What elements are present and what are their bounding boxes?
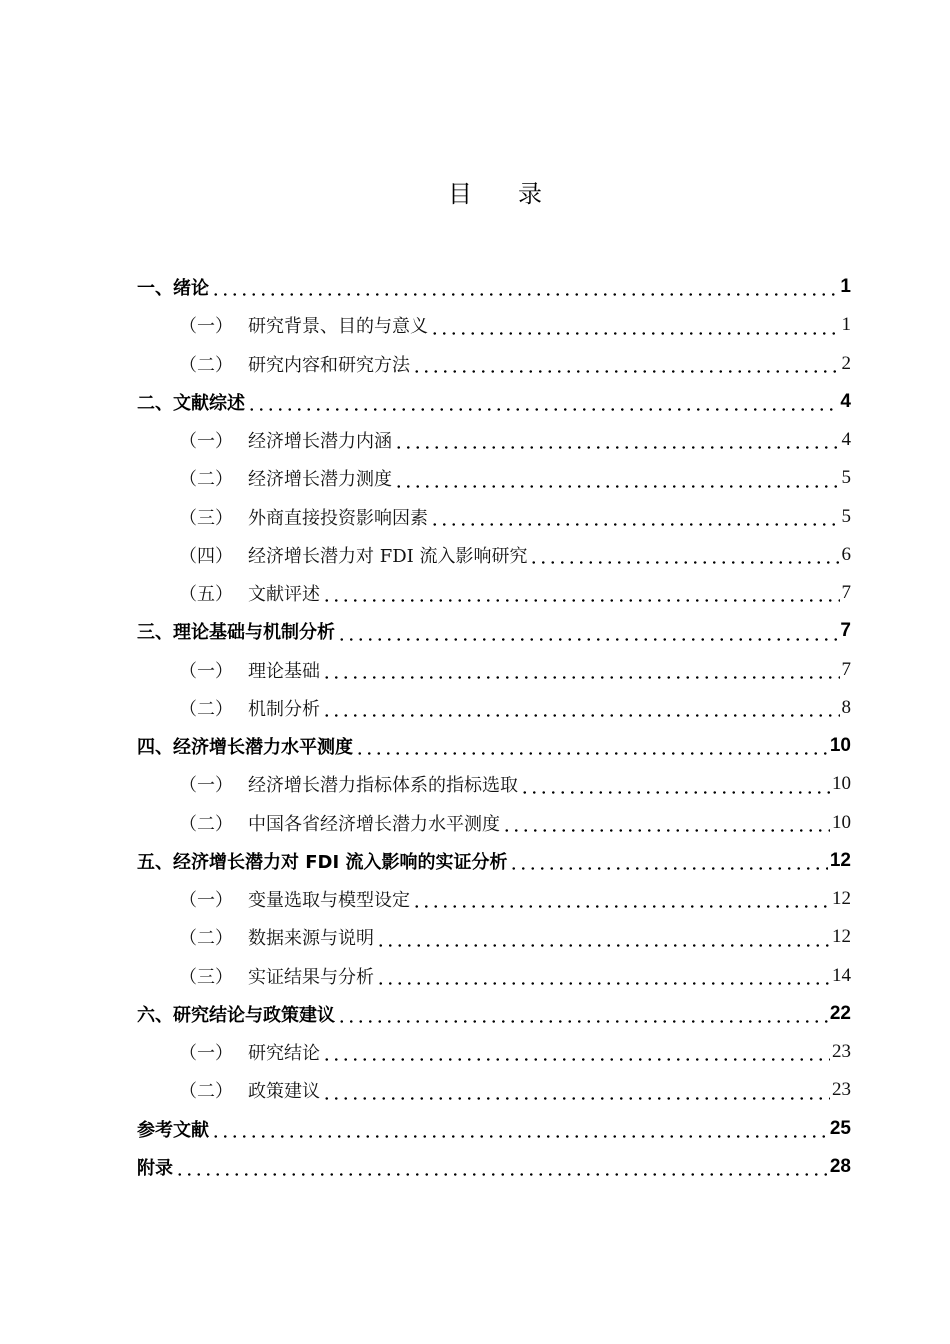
toc-entry-label: 经济增长潜力对 FDI 流入影响的实证分析 <box>173 851 508 873</box>
toc-entry-label: 经济增长潜力测度 <box>248 469 392 491</box>
toc-entry-page: 23 <box>832 1041 851 1063</box>
toc-entry-page: 10 <box>829 735 851 757</box>
dot-leader <box>412 880 830 918</box>
toc-entry-page: 23 <box>832 1079 851 1101</box>
dot-leader <box>520 765 830 803</box>
toc-entry-page: 1 <box>840 276 851 298</box>
dot-leader <box>247 383 838 421</box>
toc-entry-page: 28 <box>829 1155 851 1177</box>
toc-entry-chapter[interactable] <box>137 727 851 765</box>
toc-entry-page: 7 <box>841 582 851 604</box>
toc-entry-label: 经济增长潜力对 FDI 流入影响研究 <box>248 545 528 567</box>
toc-entry-label: 机制分析 <box>248 698 320 720</box>
toc-entry-section[interactable] <box>137 574 851 612</box>
toc-entry-number: （二） <box>179 928 233 950</box>
toc-entry-label: 经济增长潜力指标体系的指标选取 <box>248 775 518 797</box>
toc-entry-appendix[interactable] <box>137 1148 851 1186</box>
toc-entry-number: （一） <box>179 660 233 682</box>
toc-entry-label: 研究结论与政策建议 <box>173 1004 335 1026</box>
dot-leader <box>175 1148 828 1186</box>
toc-entry-page: 12 <box>832 926 851 948</box>
toc-entry-page: 1 <box>841 314 851 336</box>
toc-entry-page: 7 <box>841 658 851 680</box>
toc-entry-number: （一） <box>179 316 233 338</box>
dot-leader <box>322 689 840 727</box>
toc-entry-page: 5 <box>841 505 851 527</box>
toc-entry-section[interactable] <box>137 421 851 459</box>
toc-entry-chapter[interactable] <box>137 268 851 306</box>
toc-entry-number: 五、 <box>137 851 173 873</box>
page-title <box>0 174 950 209</box>
dot-leader <box>412 345 840 383</box>
toc-entry-number: （一） <box>179 775 233 797</box>
toc-entry-label: 绪论 <box>173 278 209 300</box>
toc-entry-page: 12 <box>829 849 851 871</box>
toc-entry-section[interactable] <box>137 918 851 956</box>
toc-entry-number: 四、 <box>137 737 173 759</box>
dot-leader <box>394 459 840 497</box>
title-char-2: 录 <box>518 180 542 208</box>
toc-entry-label: 经济增长潜力水平测度 <box>173 737 353 759</box>
toc-entry-label: 外商直接投资影响因素 <box>248 507 428 529</box>
toc-entry-page: 10 <box>832 773 851 795</box>
toc-entry-number: （二） <box>179 698 233 720</box>
toc-entry-page: 7 <box>840 620 851 642</box>
toc-entry-label: 研究内容和研究方法 <box>248 354 410 376</box>
toc-entry-number: （四） <box>179 545 233 567</box>
dot-leader <box>509 842 827 880</box>
toc-entry-page: 14 <box>832 964 851 986</box>
toc-entry-number: 三、 <box>137 622 173 644</box>
toc-entry-section[interactable] <box>137 306 851 344</box>
toc-entry-chapter[interactable] <box>137 383 851 421</box>
toc-entry-page: 12 <box>832 888 851 910</box>
toc-entry-section[interactable] <box>137 498 851 536</box>
toc-entry-label: 理论基础与机制分析 <box>173 622 335 644</box>
toc-entry-number: （三） <box>179 507 233 529</box>
toc-entry-section[interactable] <box>137 880 851 918</box>
toc-entry-number: 二、 <box>137 392 173 414</box>
toc-entry-section[interactable] <box>137 957 851 995</box>
toc-entry-references[interactable] <box>137 1110 851 1148</box>
toc-entry-section[interactable] <box>137 345 851 383</box>
toc-entry-page: 8 <box>841 696 851 718</box>
dot-leader <box>502 804 830 842</box>
toc-entry-label: 变量选取与模型设定 <box>248 890 410 912</box>
toc-entry-number: （一） <box>179 890 233 912</box>
toc-entry-label: 理论基础 <box>248 660 320 682</box>
toc-entry-page: 2 <box>841 352 851 374</box>
toc-entry-number: （三） <box>179 966 233 988</box>
toc-entry-label: 附录 <box>137 1157 173 1179</box>
toc-entry-label: 经济增长潜力内涵 <box>248 431 392 453</box>
dot-leader <box>394 421 840 459</box>
dot-leader <box>376 918 830 956</box>
toc-entry-number: （二） <box>179 813 233 835</box>
toc-entry-chapter[interactable] <box>137 612 851 650</box>
toc-entry-number: （五） <box>179 584 233 606</box>
dot-leader <box>355 727 828 765</box>
toc-entry-label: 文献评述 <box>248 584 320 606</box>
dot-leader <box>376 957 830 995</box>
toc-entry-label: 研究结论 <box>248 1043 320 1065</box>
toc-entry-number: 六、 <box>137 1004 173 1026</box>
toc-entry-section[interactable] <box>137 1071 851 1109</box>
dot-leader <box>337 995 828 1033</box>
toc-entry-label: 参考文献 <box>137 1119 209 1141</box>
toc-entry-number: （二） <box>179 469 233 491</box>
toc-entry-label: 数据来源与说明 <box>248 928 374 950</box>
toc-entry-label: 文献综述 <box>173 392 245 414</box>
toc-entry-number: （一） <box>179 1043 233 1065</box>
toc-entry-section[interactable] <box>137 1033 851 1071</box>
toc-entry-page: 22 <box>829 1002 851 1024</box>
toc-entry-section[interactable] <box>137 804 851 842</box>
dot-leader <box>430 306 840 344</box>
toc-entry-number: （一） <box>179 431 233 453</box>
toc-entry-number: 一、 <box>137 278 173 300</box>
toc-entry-section[interactable] <box>137 765 851 803</box>
toc-entry-chapter[interactable] <box>137 995 851 1033</box>
toc-entry-section[interactable] <box>137 536 851 574</box>
dot-leader <box>322 1071 830 1109</box>
dot-leader <box>322 574 840 612</box>
title-char-1: 目 <box>448 180 472 208</box>
toc-entry-page: 4 <box>841 429 851 451</box>
dot-leader <box>322 1033 830 1071</box>
toc-entry-page: 4 <box>840 390 851 412</box>
dot-leader <box>430 498 840 536</box>
dot-leader <box>211 1110 828 1148</box>
toc-entry-section[interactable] <box>137 651 851 689</box>
toc-entry-section[interactable] <box>137 459 851 497</box>
toc-entry-section[interactable] <box>137 689 851 727</box>
toc-entry-chapter[interactable] <box>137 842 851 880</box>
toc-entry-label: 中国各省经济增长潜力水平测度 <box>248 813 500 835</box>
toc-entry-page: 25 <box>829 1117 851 1139</box>
dot-leader <box>337 612 838 650</box>
toc-entry-label: 实证结果与分析 <box>248 966 374 988</box>
dot-leader <box>322 651 840 689</box>
toc-entry-number: （二） <box>179 1081 233 1103</box>
table-of-contents <box>137 268 851 1186</box>
toc-entry-page: 10 <box>832 811 851 833</box>
toc-entry-label: 政策建议 <box>248 1081 320 1103</box>
toc-entry-page: 5 <box>841 467 851 489</box>
toc-entry-number: （二） <box>179 354 233 376</box>
toc-entry-page: 6 <box>841 543 851 565</box>
dot-leader <box>211 268 838 306</box>
toc-entry-label: 研究背景、目的与意义 <box>248 316 428 338</box>
dot-leader <box>529 536 839 574</box>
